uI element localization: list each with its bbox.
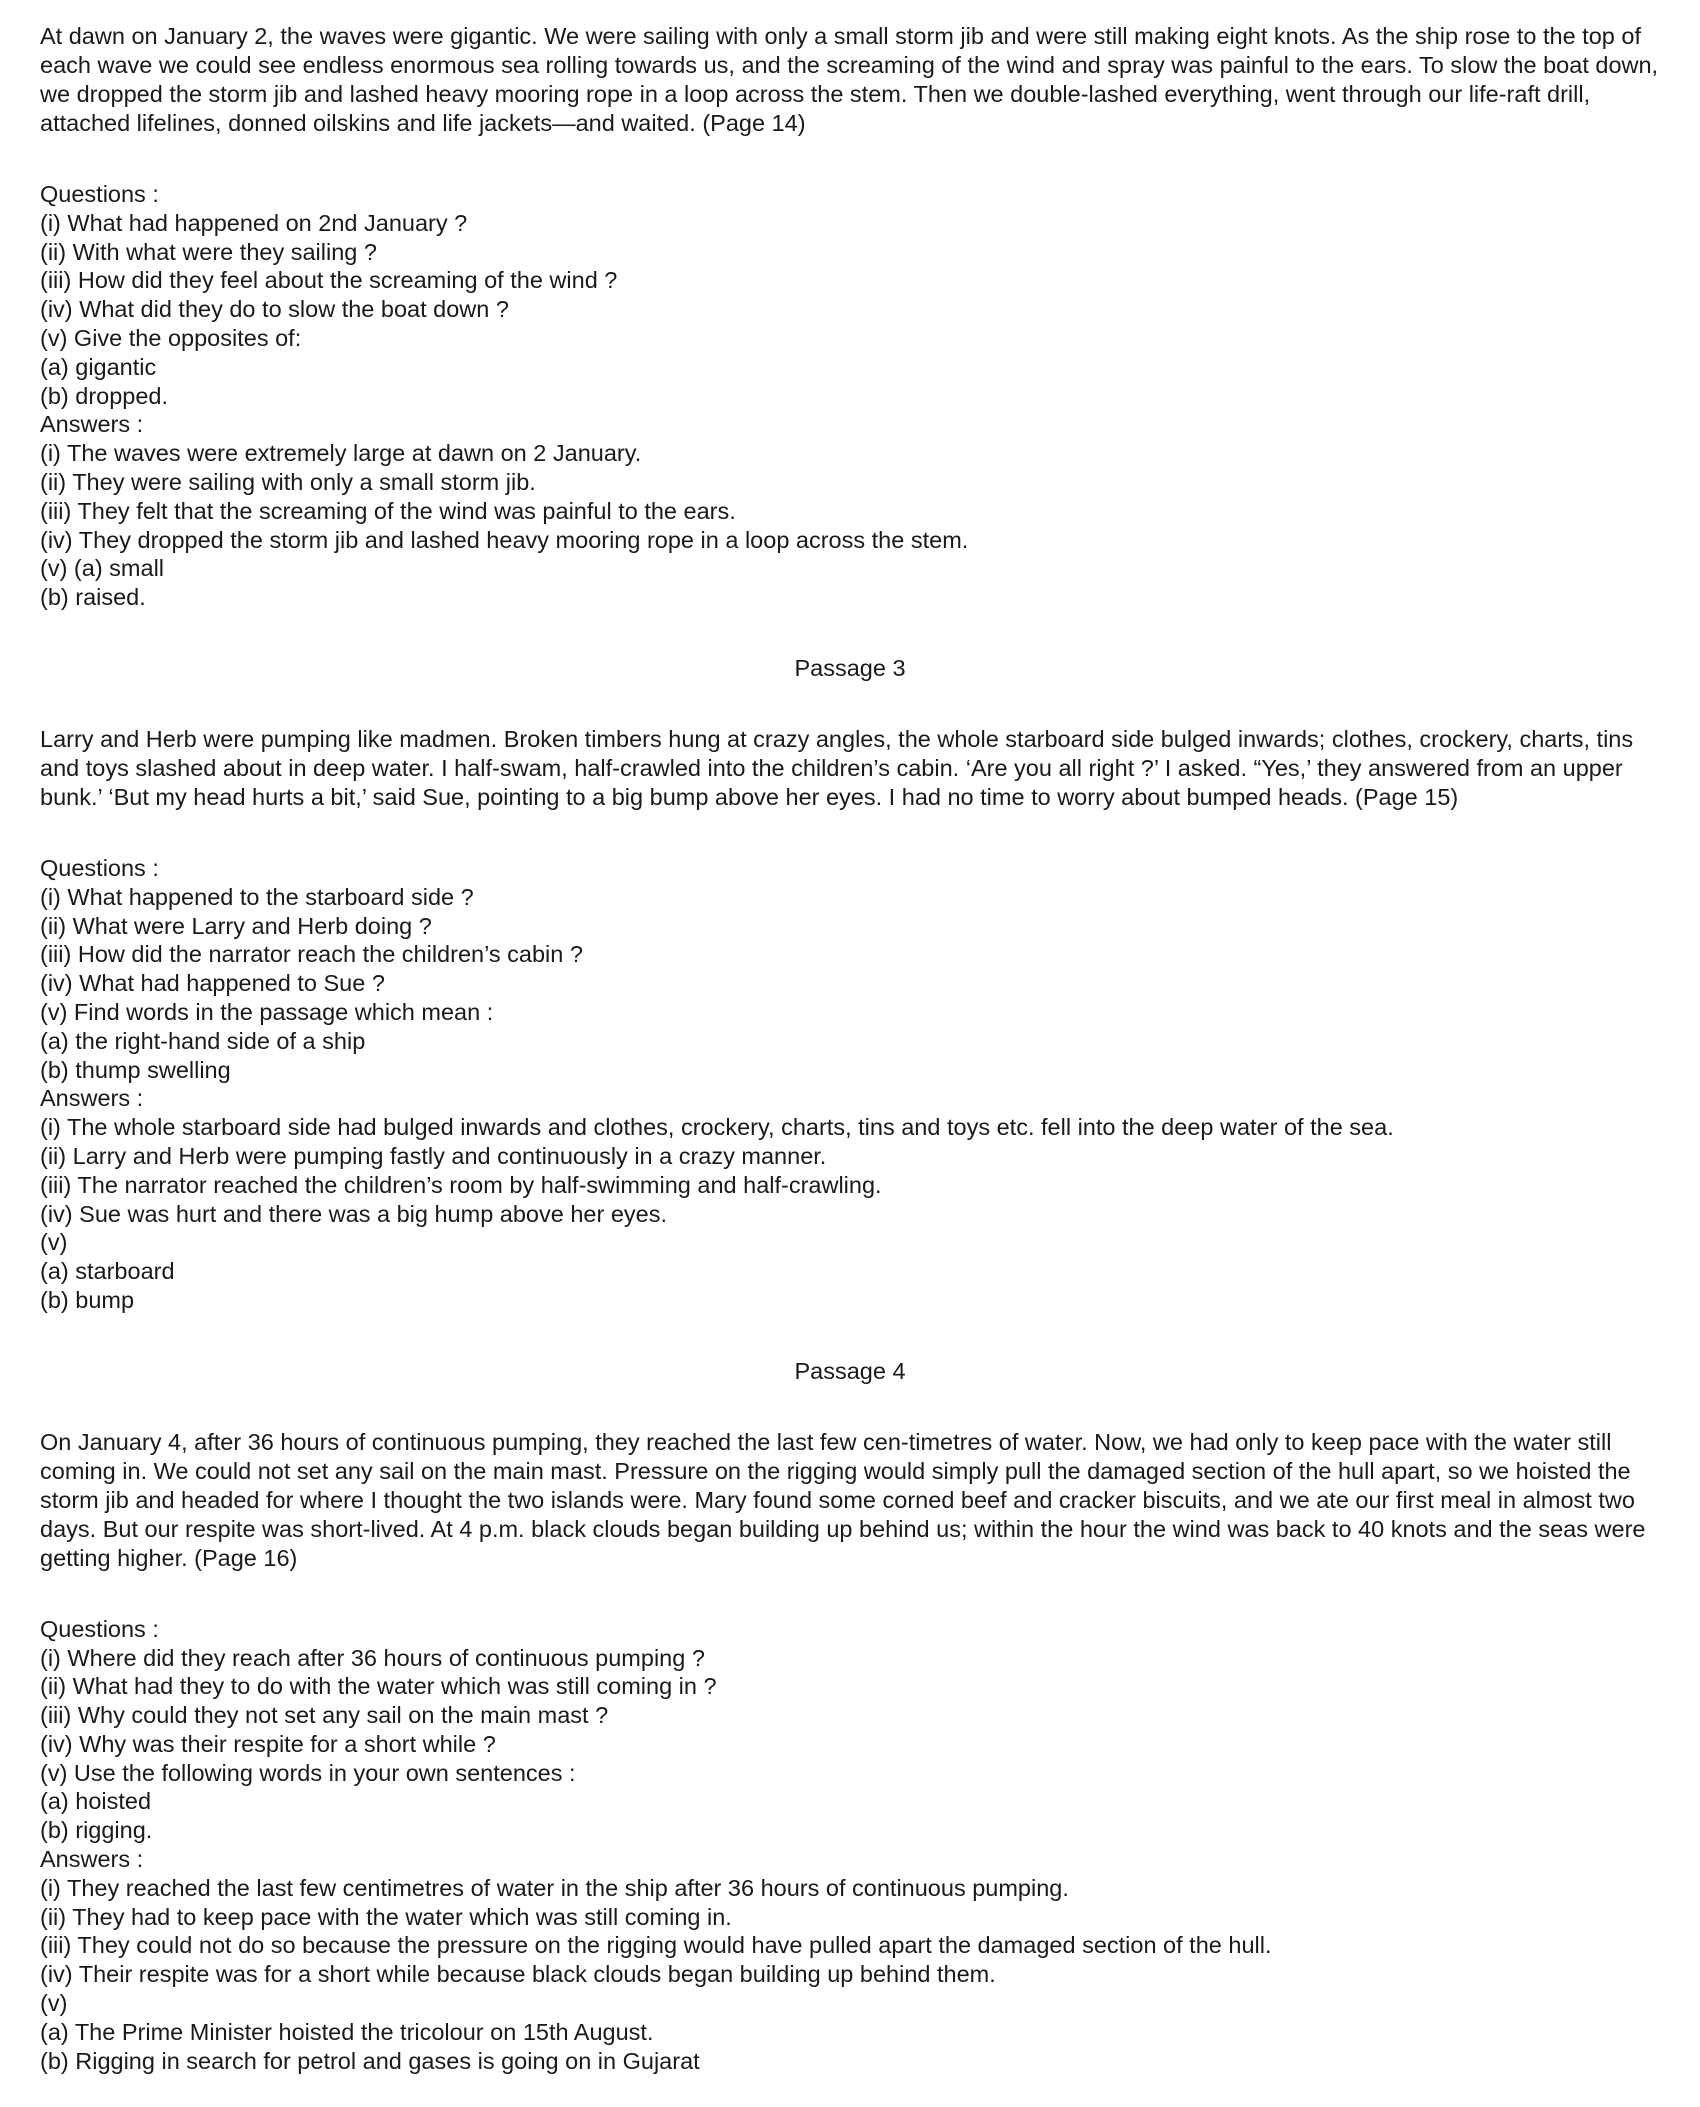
answer-line: (iv) Their respite was for a short while because black clouds began building up behind them. xyxy=(40,1961,996,1988)
question-line: (b) thump swelling xyxy=(40,1056,231,1083)
question-line: (iv) Why was their respite for a short while ? xyxy=(40,1730,496,1757)
answer-line: (b) bump xyxy=(40,1286,135,1313)
passage-3-questions-answers xyxy=(40,854,1660,1315)
answer-line: (v) xyxy=(40,1990,68,2017)
answer-line: (iii) They felt that the screaming of the wind was painful to the ears. xyxy=(40,497,736,524)
question-line: (ii) With what were they sailing ? xyxy=(40,238,377,265)
question-line: (ii) What were Larry and Herb doing ? xyxy=(40,912,432,939)
questions-label: Questions : xyxy=(40,181,159,207)
question-line: (b) dropped. xyxy=(40,382,169,409)
questions-label: Questions : xyxy=(40,854,159,881)
answer-line: (a) The Prime Minister hoisted the tricolour on 15th August. xyxy=(40,2018,654,2045)
passage-2-text: At dawn on January 2, the waves were gigantic. We were sailing with only a small storm jib and were still making eight knots. As the ship rose to the top of each wave we could see endless enormous sea rolling towards us, and the screaming of the wind and spray was painful to the ears. To slow the boat down, we dropped the storm jib and lashed heavy mooring rope in a loop across the stem. Then we double-lashed everything, went through our life-raft drill, attached lifelines, donned oilskins and life jackets—and waited. (Page 14) xyxy=(40,23,1659,136)
question-line: (i) What had happened on 2nd January ? xyxy=(40,209,468,236)
passage-3-text: Larry and Herb were pumping like madmen. Broken timbers hung at crazy angles, the whole starboard side bulged inwards; clothes, crockery, charts, tins and toys slashed about in deep water. I half-swam, half-crawled into the children’s cabin. ‘Are you all right ?’ I asked. “Yes,’ they answered from an upper bunk.’ ‘But my head hurts a bit,’ said Sue, pointing to a big bump above her eyes. I had no time to worry about bumped heads. (Page 15) xyxy=(40,725,1634,810)
document-page xyxy=(40,22,1660,2075)
question-line: (iii) Why could they not set any sail on the main mast ? xyxy=(40,1702,609,1729)
question-line: (ii) What had they to do with the water which was still coming in ? xyxy=(40,1673,717,1700)
question-line: (iv) What did they do to slow the boat down ? xyxy=(40,296,509,323)
answer-line: (i) They reached the last few centimetres of water in the ship after 36 hours of continuous pumping. xyxy=(40,1874,1069,1901)
question-line: (iii) How did they feel about the screaming of the wind ? xyxy=(40,267,618,294)
answer-line: (v) (a) small xyxy=(40,555,165,582)
answer-line: (iv) They dropped the storm jib and lashed heavy mooring rope in a loop across the stem. xyxy=(40,526,969,553)
passage-4-heading: Passage 4 xyxy=(794,1357,906,1384)
question-line: (i) Where did they reach after 36 hours of continuous pumping ? xyxy=(40,1644,705,1671)
question-line: (iii) How did the narrator reach the children’s cabin ? xyxy=(40,941,583,968)
answer-line: (i) The whole starboard side had bulged inwards and clothes, crockery, charts, tins and toys etc. fell into the deep water of the sea. xyxy=(40,1114,1394,1141)
answers-label: Answers : xyxy=(40,411,144,438)
answer-line: (iv) Sue was hurt and there was a big hump above her eyes. xyxy=(40,1200,668,1227)
question-line: (v) Use the following words in your own sentences : xyxy=(40,1759,576,1786)
passage-3-heading: Passage 3 xyxy=(794,654,906,681)
answer-line: (iii) They could not do so because the pressure on the rigging would have pulled apart the damaged section of the hull. xyxy=(40,1932,1272,1959)
question-line: (i) What happened to the starboard side ? xyxy=(40,883,474,910)
question-line: (a) the right-hand side of a ship xyxy=(40,1027,366,1054)
question-line: (b) rigging. xyxy=(40,1817,153,1844)
answer-line: (ii) They had to keep pace with the water which was still coming in. xyxy=(40,1903,732,1930)
answers-label: Answers : xyxy=(40,1085,144,1112)
questions-label: Questions : xyxy=(40,1615,159,1642)
question-line: (iv) What had happened to Sue ? xyxy=(40,970,385,997)
passage-2-questions-answers xyxy=(40,180,1660,612)
answer-line: (b) raised. xyxy=(40,584,146,611)
answer-line: (v) xyxy=(40,1229,68,1256)
passage-4-questions-answers xyxy=(40,1615,1660,2076)
answer-line: (a) starboard xyxy=(40,1258,175,1285)
question-line: (a) hoisted xyxy=(40,1788,152,1815)
answers-label: Answers : xyxy=(40,1846,144,1873)
answer-line: (ii) Larry and Herb were pumping fastly and continuously in a crazy manner. xyxy=(40,1142,827,1169)
answer-line: (ii) They were sailing with only a small storm jib. xyxy=(40,468,536,495)
question-line: (v) Give the opposites of: xyxy=(40,324,302,351)
answer-line: (i) The waves were extremely large at dawn on 2 January. xyxy=(40,440,642,467)
question-line: (a) gigantic xyxy=(40,353,157,380)
answer-line: (b) Rigging in search for petrol and gases is going on in Gujarat xyxy=(40,2047,700,2074)
answer-line: (iii) The narrator reached the children’s room by half-swimming and half-crawling. xyxy=(40,1171,882,1198)
passage-4-text: On January 4, after 36 hours of continuous pumping, they reached the last few cen-timetres of water. Now, we had only to keep pace with the water still coming in. We could not set any sail on the main mast. Pressure on the rigging would simply pull the damaged section of the hull apart, so we hoisted the storm jib and headed for where I thought the two islands were. Mary found some corned beef and cracker biscuits, and we ate our first meal in almost two days. But our respite was short-lived. At 4 p.m. black clouds began building up behind us; within the hour the wind was back to 40 knots and the seas were getting higher. (Page 16) xyxy=(40,1428,1646,1571)
question-line: (v) Find words in the passage which mean : xyxy=(40,998,494,1025)
